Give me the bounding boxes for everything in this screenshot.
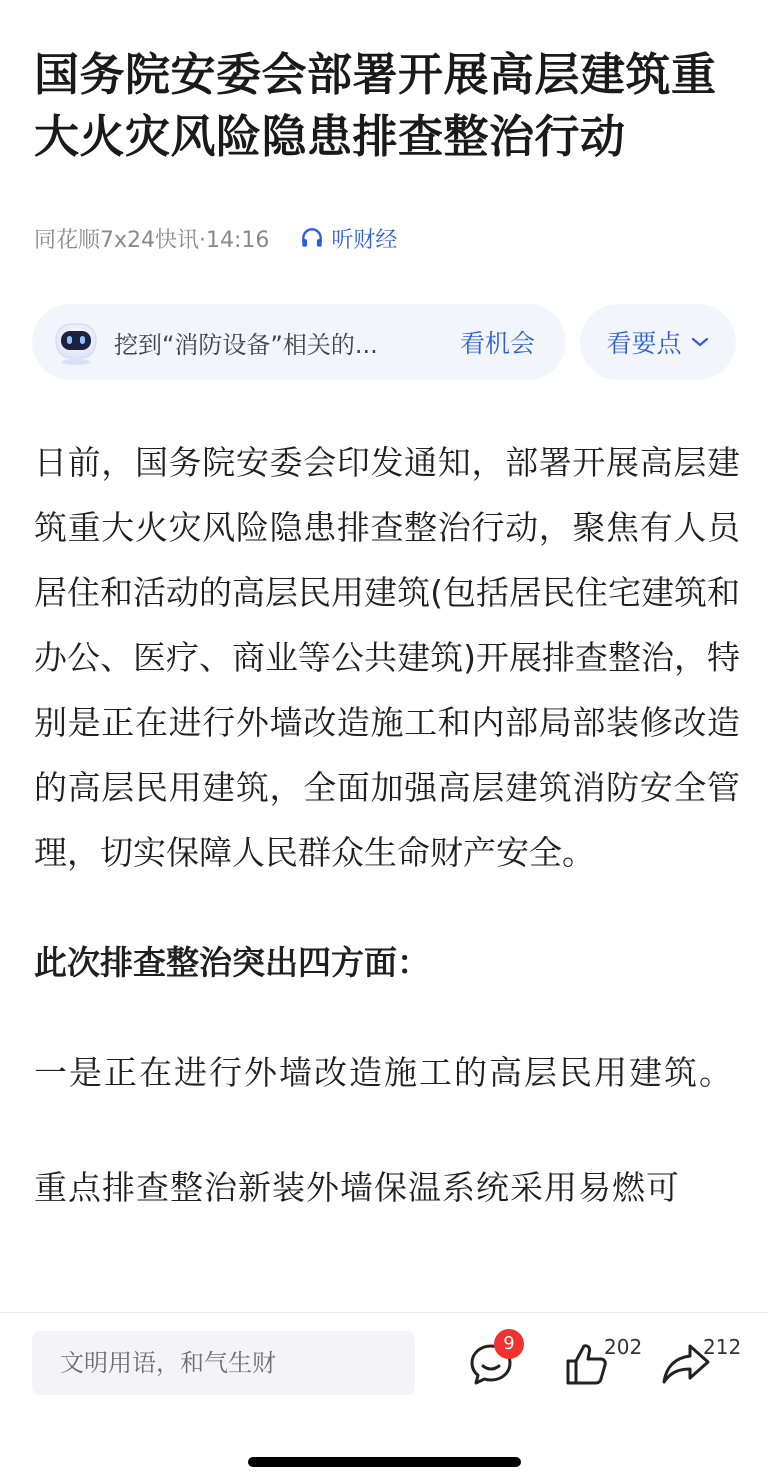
article-title: 国务院安委会部署开展高层建筑重大火灾风险隐患排查整治行动 bbox=[34, 48, 717, 163]
ai-robot-icon bbox=[50, 316, 102, 368]
key-points-label: 看要点 bbox=[606, 329, 682, 358]
comment-count-badge: 9 bbox=[494, 1329, 524, 1359]
article-paragraph: 日前，国务院安委会印发通知，部署开展高层建筑重大火灾风险隐患排查整治行动，聚焦有人员居住和活动的高层民用建筑(包括居民住宅建筑和办公、医疗、商业等公共建筑)开展排查整治，特别是正在进行外墙改造施工和内部局部装修改造的高层民用建筑，全面加强高层建筑消防安全管理，切实保障人民群众生命财产安全。 bbox=[34, 443, 740, 872]
ai-opportunity-bar[interactable] bbox=[32, 304, 566, 380]
listen-label: 听财经 bbox=[331, 227, 398, 253]
headphones-icon bbox=[299, 225, 325, 251]
article-paragraph: 重点排查整治新装外墙保温系统采用易燃可 bbox=[34, 1168, 680, 1207]
article-paragraph: 一是正在进行外墙改造施工的高层民用建筑。 bbox=[34, 1053, 734, 1092]
chevron-down-icon bbox=[690, 335, 710, 349]
comment-input[interactable] bbox=[32, 1331, 415, 1395]
article-subheading: 此次排查整治突出四方面： bbox=[34, 943, 430, 982]
like-count: 202 bbox=[604, 1335, 643, 1359]
key-points-button[interactable] bbox=[580, 304, 736, 380]
ai-hint-text: 挖到“消防设备”相关的... bbox=[114, 330, 378, 359]
home-indicator bbox=[248, 1457, 521, 1467]
bottom-action-bar bbox=[0, 1312, 768, 1483]
article-source: 同花顺7x24快讯·14:16 bbox=[34, 227, 270, 253]
article-body bbox=[34, 430, 740, 1220]
listen-button[interactable] bbox=[299, 223, 397, 254]
see-opportunity-link[interactable]: 看机会 bbox=[460, 329, 536, 358]
article-meta bbox=[34, 222, 397, 254]
share-count: 212 bbox=[703, 1335, 742, 1359]
